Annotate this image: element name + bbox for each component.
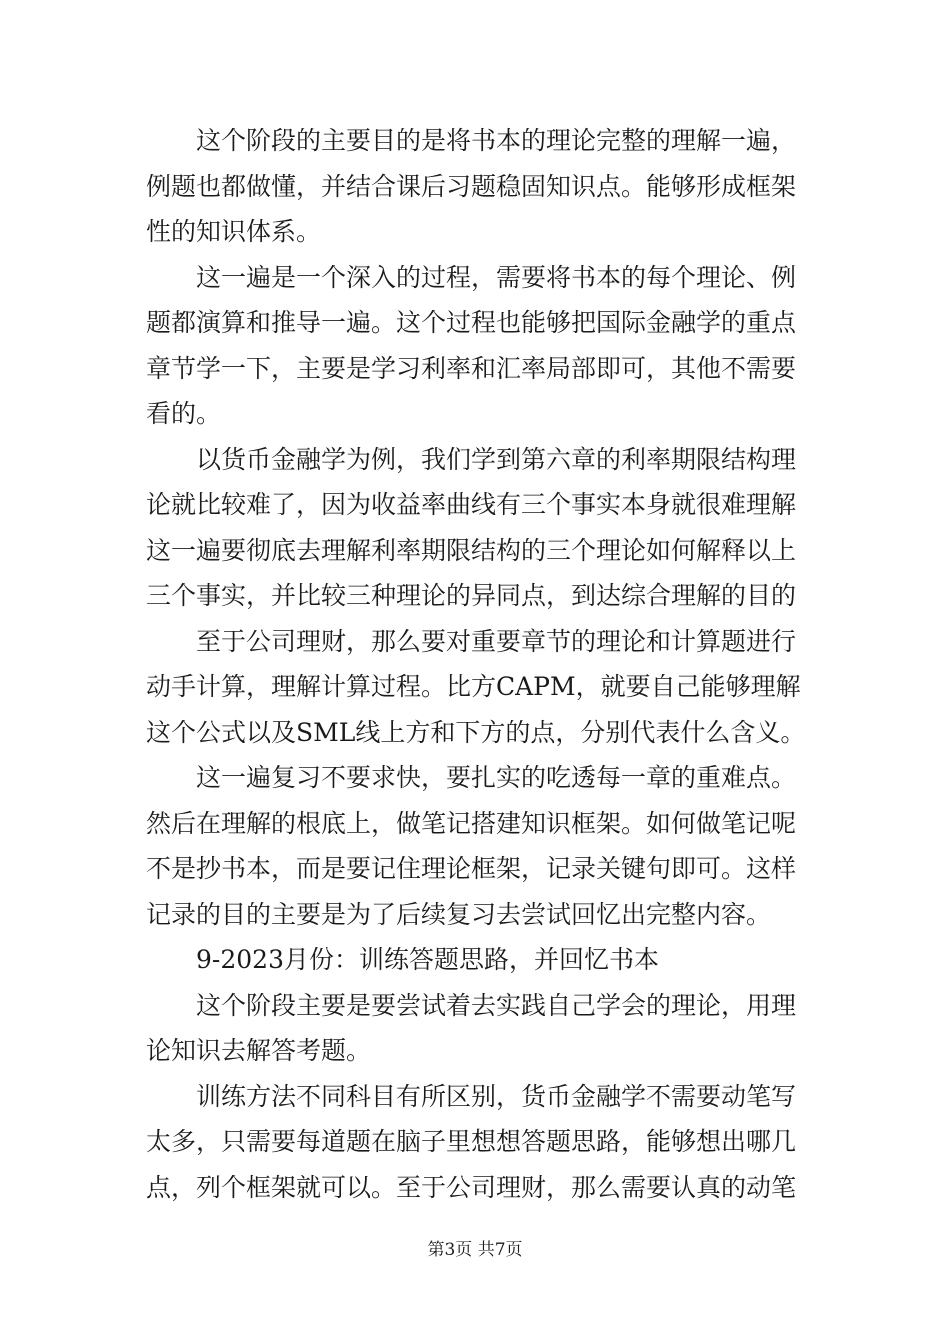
- paragraph-8-line-2: 太多，只需要每道题在脑子里想想答题思路，能够想出哪几: [146, 1127, 797, 1156]
- paragraph-4-line-2: 动手计算，理解计算过程。比方CAPM，就要自己能够理解: [146, 672, 801, 701]
- paragraph-4-line-3: 这个公式以及SML线上方和下方的点，分别代表什么含义。: [146, 717, 806, 747]
- body-text: [146, 118, 810, 1210]
- paragraph-2-line-2: 题都演算和推导一遍。这个过程也能够把国际金融学的重点: [146, 308, 797, 337]
- paragraph-8-line-1: 训练方法不同科目有所区别，货币金融学不需要动笔写: [196, 1081, 797, 1111]
- paragraph-8-line-3: 点，列个框架就可以。至于公司理财，那么需要认真的动笔: [146, 1172, 797, 1202]
- paragraph-7-line-1: 这个阶段主要是要尝试着去实践自己学会的理论，用理: [196, 990, 797, 1020]
- paragraph-3-line-2: 论就比较难了，因为收益率曲线有三个事实本身就很难理解: [146, 490, 797, 519]
- section-heading-line: 9-2023月份：训练答题思路，并回忆书本: [196, 945, 659, 974]
- paragraph-3-line-3: 这一遍要彻底去理解利率期限结构的三个理论如何解释以上: [146, 535, 797, 565]
- paragraph-5-line-3: 不是抄书本，而是要记住理论框架，记录关键句即可。这样: [146, 854, 797, 883]
- paragraph-4-line-1: 至于公司理财，那么要对重要章节的理论和计算题进行: [196, 626, 797, 656]
- paragraph-1-line-1: 这个阶段的主要目的是将书本的理论完整的理解一遍，: [196, 126, 797, 155]
- paragraph-2-line-1: 这一遍是一个深入的过程，需要将书本的每个理论、例: [196, 262, 797, 292]
- paragraph-5-line-4: 记录的目的主要是为了后续复习去尝试回忆出完整内容。: [146, 899, 772, 929]
- paragraph-7-line-2: 论知识去解答考题。: [146, 1036, 372, 1065]
- paragraph-3-line-1: 以货币金融学为例，我们学到第六章的利率期限结构理: [196, 444, 797, 474]
- paragraph-5-line-2: 然后在理解的根底上，做笔记搭建知识框架。如何做笔记呢: [146, 808, 797, 838]
- paragraph-2-line-4: 看的。: [146, 399, 222, 428]
- paragraph-5-line-1: 这一遍复习不要求快，要扎实的吃透每一章的重难点。: [196, 763, 797, 792]
- paragraph-3-line-4: 三个事实，并比较三种理论的异同点，到达综合理解的目的: [146, 581, 797, 610]
- page-number-footer: 第3页 共7页: [427, 1240, 523, 1260]
- paragraph-2-line-3: 章节学一下，主要是学习利率和汇率局部即可，其他不需要: [146, 353, 797, 383]
- paragraph-1-line-3: 性的知识体系。: [146, 217, 322, 246]
- paragraph-1-line-2: 例题也都做懂，并结合课后习题稳固知识点。能够形成框架: [146, 171, 797, 201]
